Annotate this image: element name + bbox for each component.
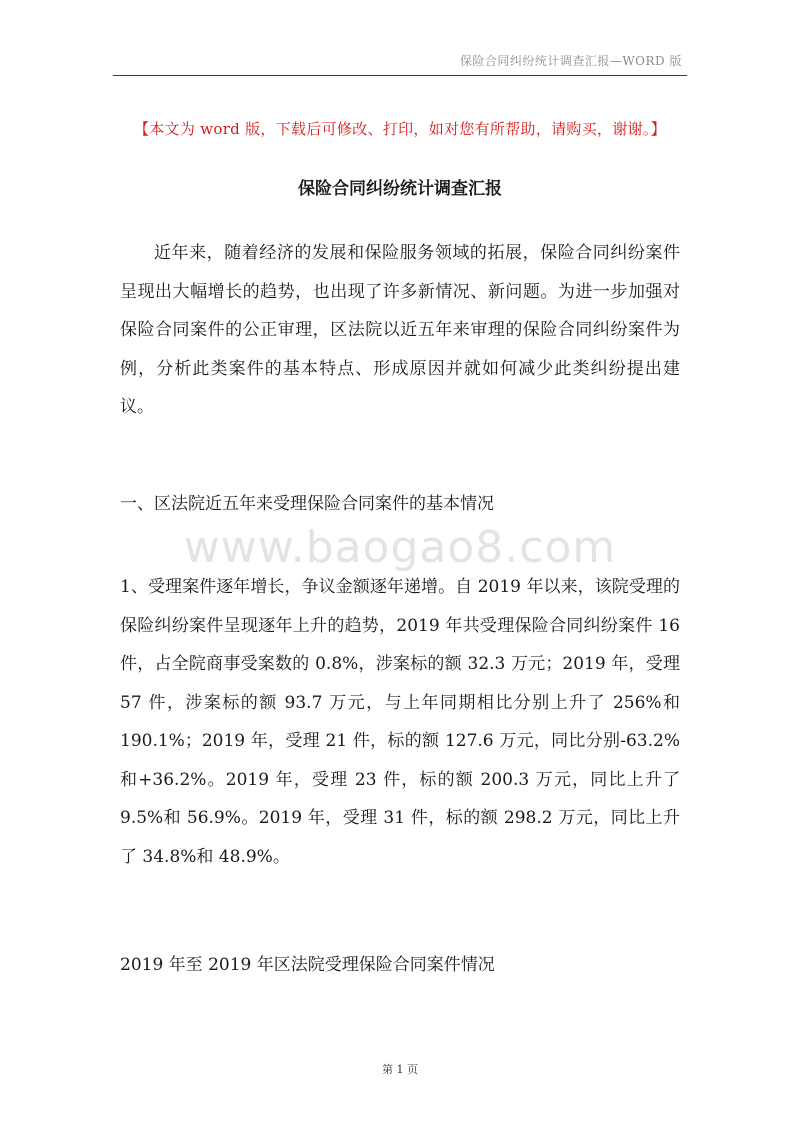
running-header: 保险合同纠纷统计调查汇报—WORD 版 xyxy=(459,54,682,68)
intro-paragraph: 近年来，随着经济的发展和保险服务领域的拓展，保险合同纠纷案件呈现出大幅增长的趋势，也出现了许多新情况、新问题。为进一步加强对保险合同案件的公正审理，区法院以近五年来审理的保险合同纠纷案件为例，分析此类案件的基本特点、形成原因并就如何减少此类纠纷提出建议。 xyxy=(120,243,680,417)
header-divider xyxy=(113,75,687,76)
section-heading: 一、区法院近五年来受理保险合同案件的基本情况 xyxy=(120,494,494,514)
item-1-paragraph: 1、受理案件逐年增长，争议金额逐年递增。自 2019 年以来，该院受理的保险纠纷案件呈现逐年上升的趋势，2019 年共受理保险合同纠纷案件 16 件，占全院商事受案数的 0.8%，涉案标的额 32.3 万元；2019 年，受理 57 件，涉案标的额 93.7 万元，与上年同期相比分别上升了 256%和 190.1%；2019 年，受理 21 件，标的额 127.6 万元，同比分别-63.2%和+36.2%。2019 年，受理 23 件，标的额 200.3 万元，同比上升了 9.5%和 56.9%。2019 年，受理 31 件，标的额 298.2 万元，同比上升了 34.8%和 48.9%。 xyxy=(120,577,680,867)
watermark: www.baogao8.com xyxy=(183,522,617,573)
page-number: 第 1 页 xyxy=(382,1063,418,1076)
document-title: 保险合同纠纷统计调查汇报 xyxy=(298,179,502,199)
download-notice: 【本文为 word 版，下载后可修改、打印，如对您有所帮助，请购买，谢谢。】 xyxy=(133,120,667,138)
table-caption: 2019 年至 2019 年区法院受理保险合同案件情况 xyxy=(120,955,495,975)
